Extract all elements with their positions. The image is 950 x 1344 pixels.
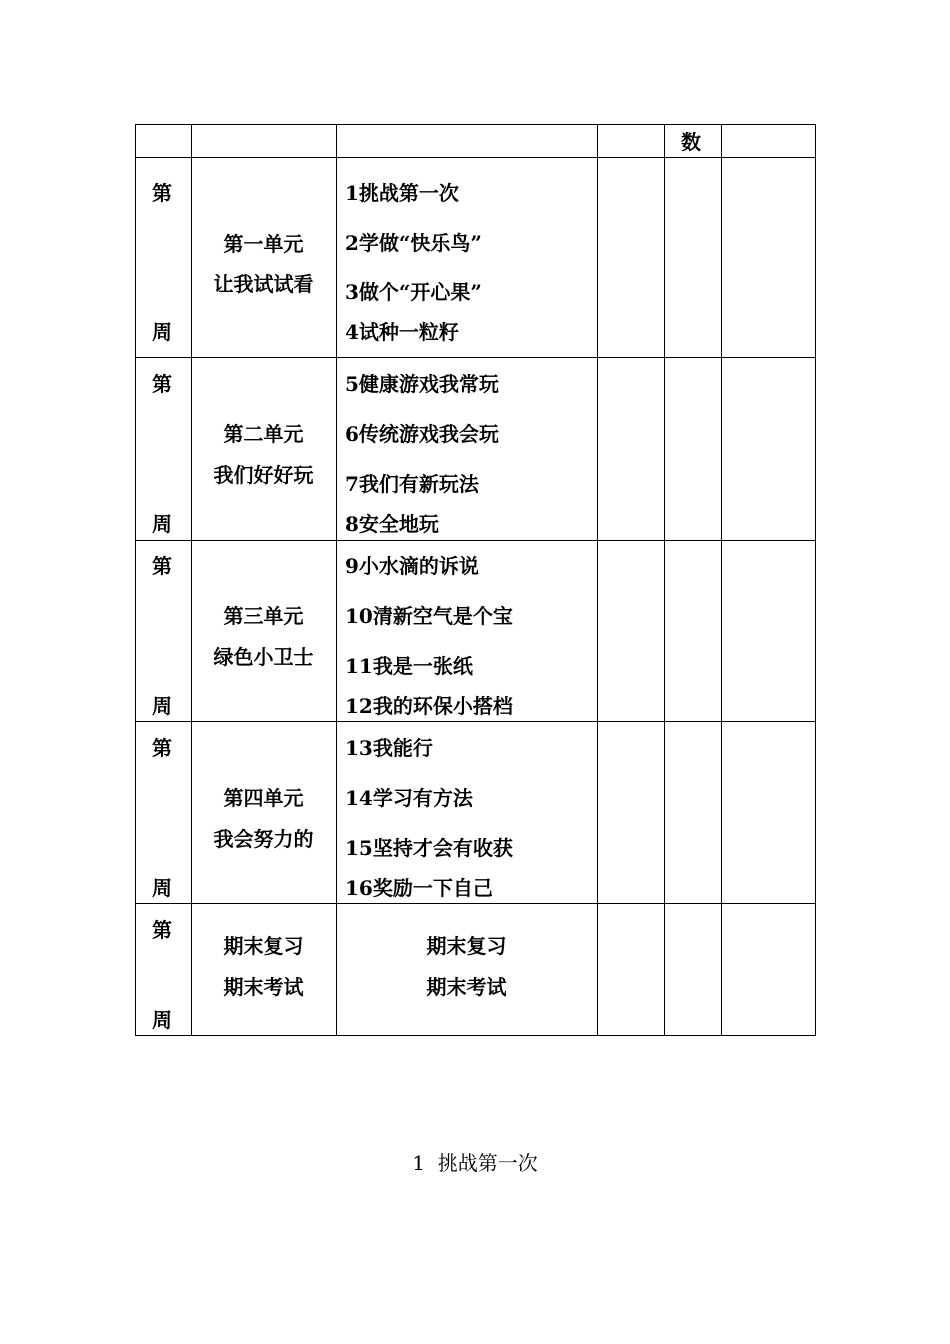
lesson-item: 5健康游戏我常玩 (345, 372, 499, 396)
unit-title: 绿色小卫士 (213, 645, 314, 669)
column-divider (597, 124, 598, 1036)
week-label-bottom: 周 (152, 876, 172, 900)
lesson-item: 3做个“开心果” (345, 280, 482, 304)
row-divider (135, 721, 816, 722)
week-label-top: 第 (152, 918, 172, 942)
unit-title: 我会努力的 (213, 827, 314, 851)
table-border (815, 124, 816, 1036)
week-label-top: 第 (152, 372, 172, 396)
unit-title: 我们好好玩 (213, 463, 314, 487)
lesson-item: 12我的环保小搭档 (345, 694, 513, 718)
unit-number: 第四单元 (223, 786, 304, 810)
lesson-item: 9小水滴的诉说 (345, 554, 479, 578)
row-divider (135, 357, 816, 358)
lesson-heading: 1 挑战第一次 (412, 1151, 538, 1175)
lesson-item: 11我是一张纸 (345, 654, 473, 678)
lesson-item: 10清新空气是个宝 (345, 604, 513, 628)
week-label-top: 第 (152, 736, 172, 760)
lesson-item: 13我能行 (345, 736, 433, 760)
week-label-bottom: 周 (152, 694, 172, 718)
lesson-item: 7我们有新玩法 (345, 472, 479, 496)
lesson-item: 2学做“快乐鸟” (345, 231, 482, 255)
lesson-item: 6传统游戏我会玩 (345, 422, 499, 446)
lesson-item: 4试种一粒籽 (345, 320, 459, 344)
review-label: 期末复习 (426, 934, 507, 958)
row-divider (135, 157, 816, 158)
unit-title: 让我试试看 (213, 272, 314, 296)
schedule-table (135, 124, 816, 1036)
week-label-bottom: 周 (152, 512, 172, 536)
exam-label: 期末考试 (223, 975, 304, 999)
unit-number: 第二单元 (223, 422, 304, 446)
row-divider (135, 903, 816, 904)
unit-number: 第三单元 (223, 604, 304, 628)
column-divider (336, 124, 337, 1036)
column-divider (191, 124, 192, 1036)
header-cell: 数 (681, 130, 701, 154)
table-border (135, 124, 136, 1036)
table-border (135, 124, 816, 125)
table-border (135, 1035, 816, 1036)
lesson-item: 14学习有方法 (345, 786, 473, 810)
column-divider (664, 124, 665, 1036)
lesson-item: 1挑战第一次 (345, 181, 459, 205)
exam-label: 期末考试 (426, 975, 507, 999)
row-divider (135, 540, 816, 541)
column-divider (721, 124, 722, 1036)
unit-number: 第一单元 (223, 232, 304, 256)
lesson-item: 8安全地玩 (345, 512, 439, 536)
week-label-bottom: 周 (152, 1008, 172, 1032)
week-label-top: 第 (152, 554, 172, 578)
lesson-item: 15坚持才会有收获 (345, 836, 513, 860)
week-label-bottom: 周 (152, 320, 172, 344)
lesson-item: 16奖励一下自己 (345, 876, 493, 900)
review-label: 期末复习 (223, 934, 304, 958)
week-label-top: 第 (152, 181, 172, 205)
